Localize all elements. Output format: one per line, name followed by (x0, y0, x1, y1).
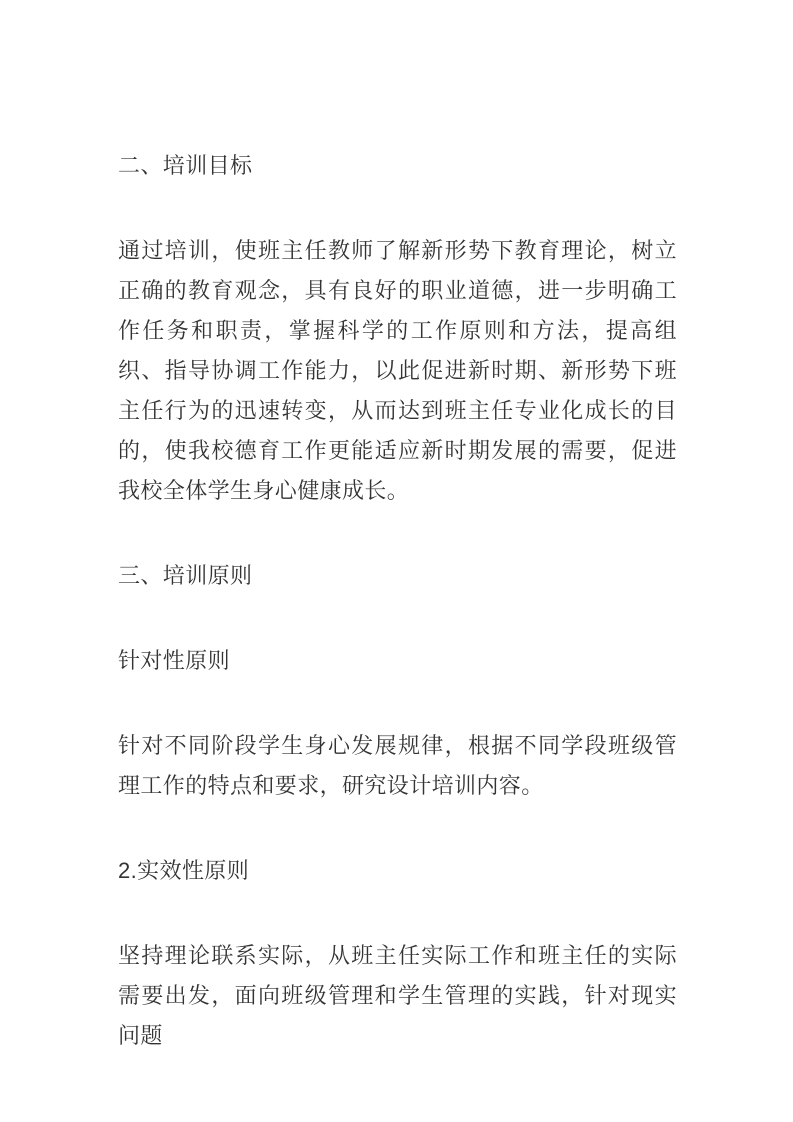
section-heading-training-goals: 二、培训目标 (118, 153, 253, 178)
subheading-effectiveness-principle: 2.实效性原则 (118, 858, 250, 883)
paragraph-effectiveness-principle: 坚持理论联系实际，从班主任实际工作和班主任的实际需要出发，面向班级管理和学生管理的实践，针对现实问题 (118, 943, 677, 1048)
subheading-targeted-principle: 针对性原则 (118, 648, 231, 673)
paragraph-training-goals: 通过培训，使班主任教师了解新形势下教育理论，树立正确的教育观念，具有良好的职业道德，进一步明确工作任务和职责，掌握科学的工作原则和方法，提高组织、指导协调工作能力，以此促进新时期、新形势下班主任行为的迅速转变，从而达到班主任专业化成长的目的，使我校德育工作更能适应新时期发展的需要，促进我校全体学生身心健康成长。 (118, 238, 677, 503)
paragraph-targeted-principle: 针对不同阶段学生身心发展规律，根据不同学段班级管理工作的特点和要求，研究设计培训内容。 (118, 733, 677, 798)
section-heading-training-principles: 三、培训原则 (118, 563, 253, 588)
